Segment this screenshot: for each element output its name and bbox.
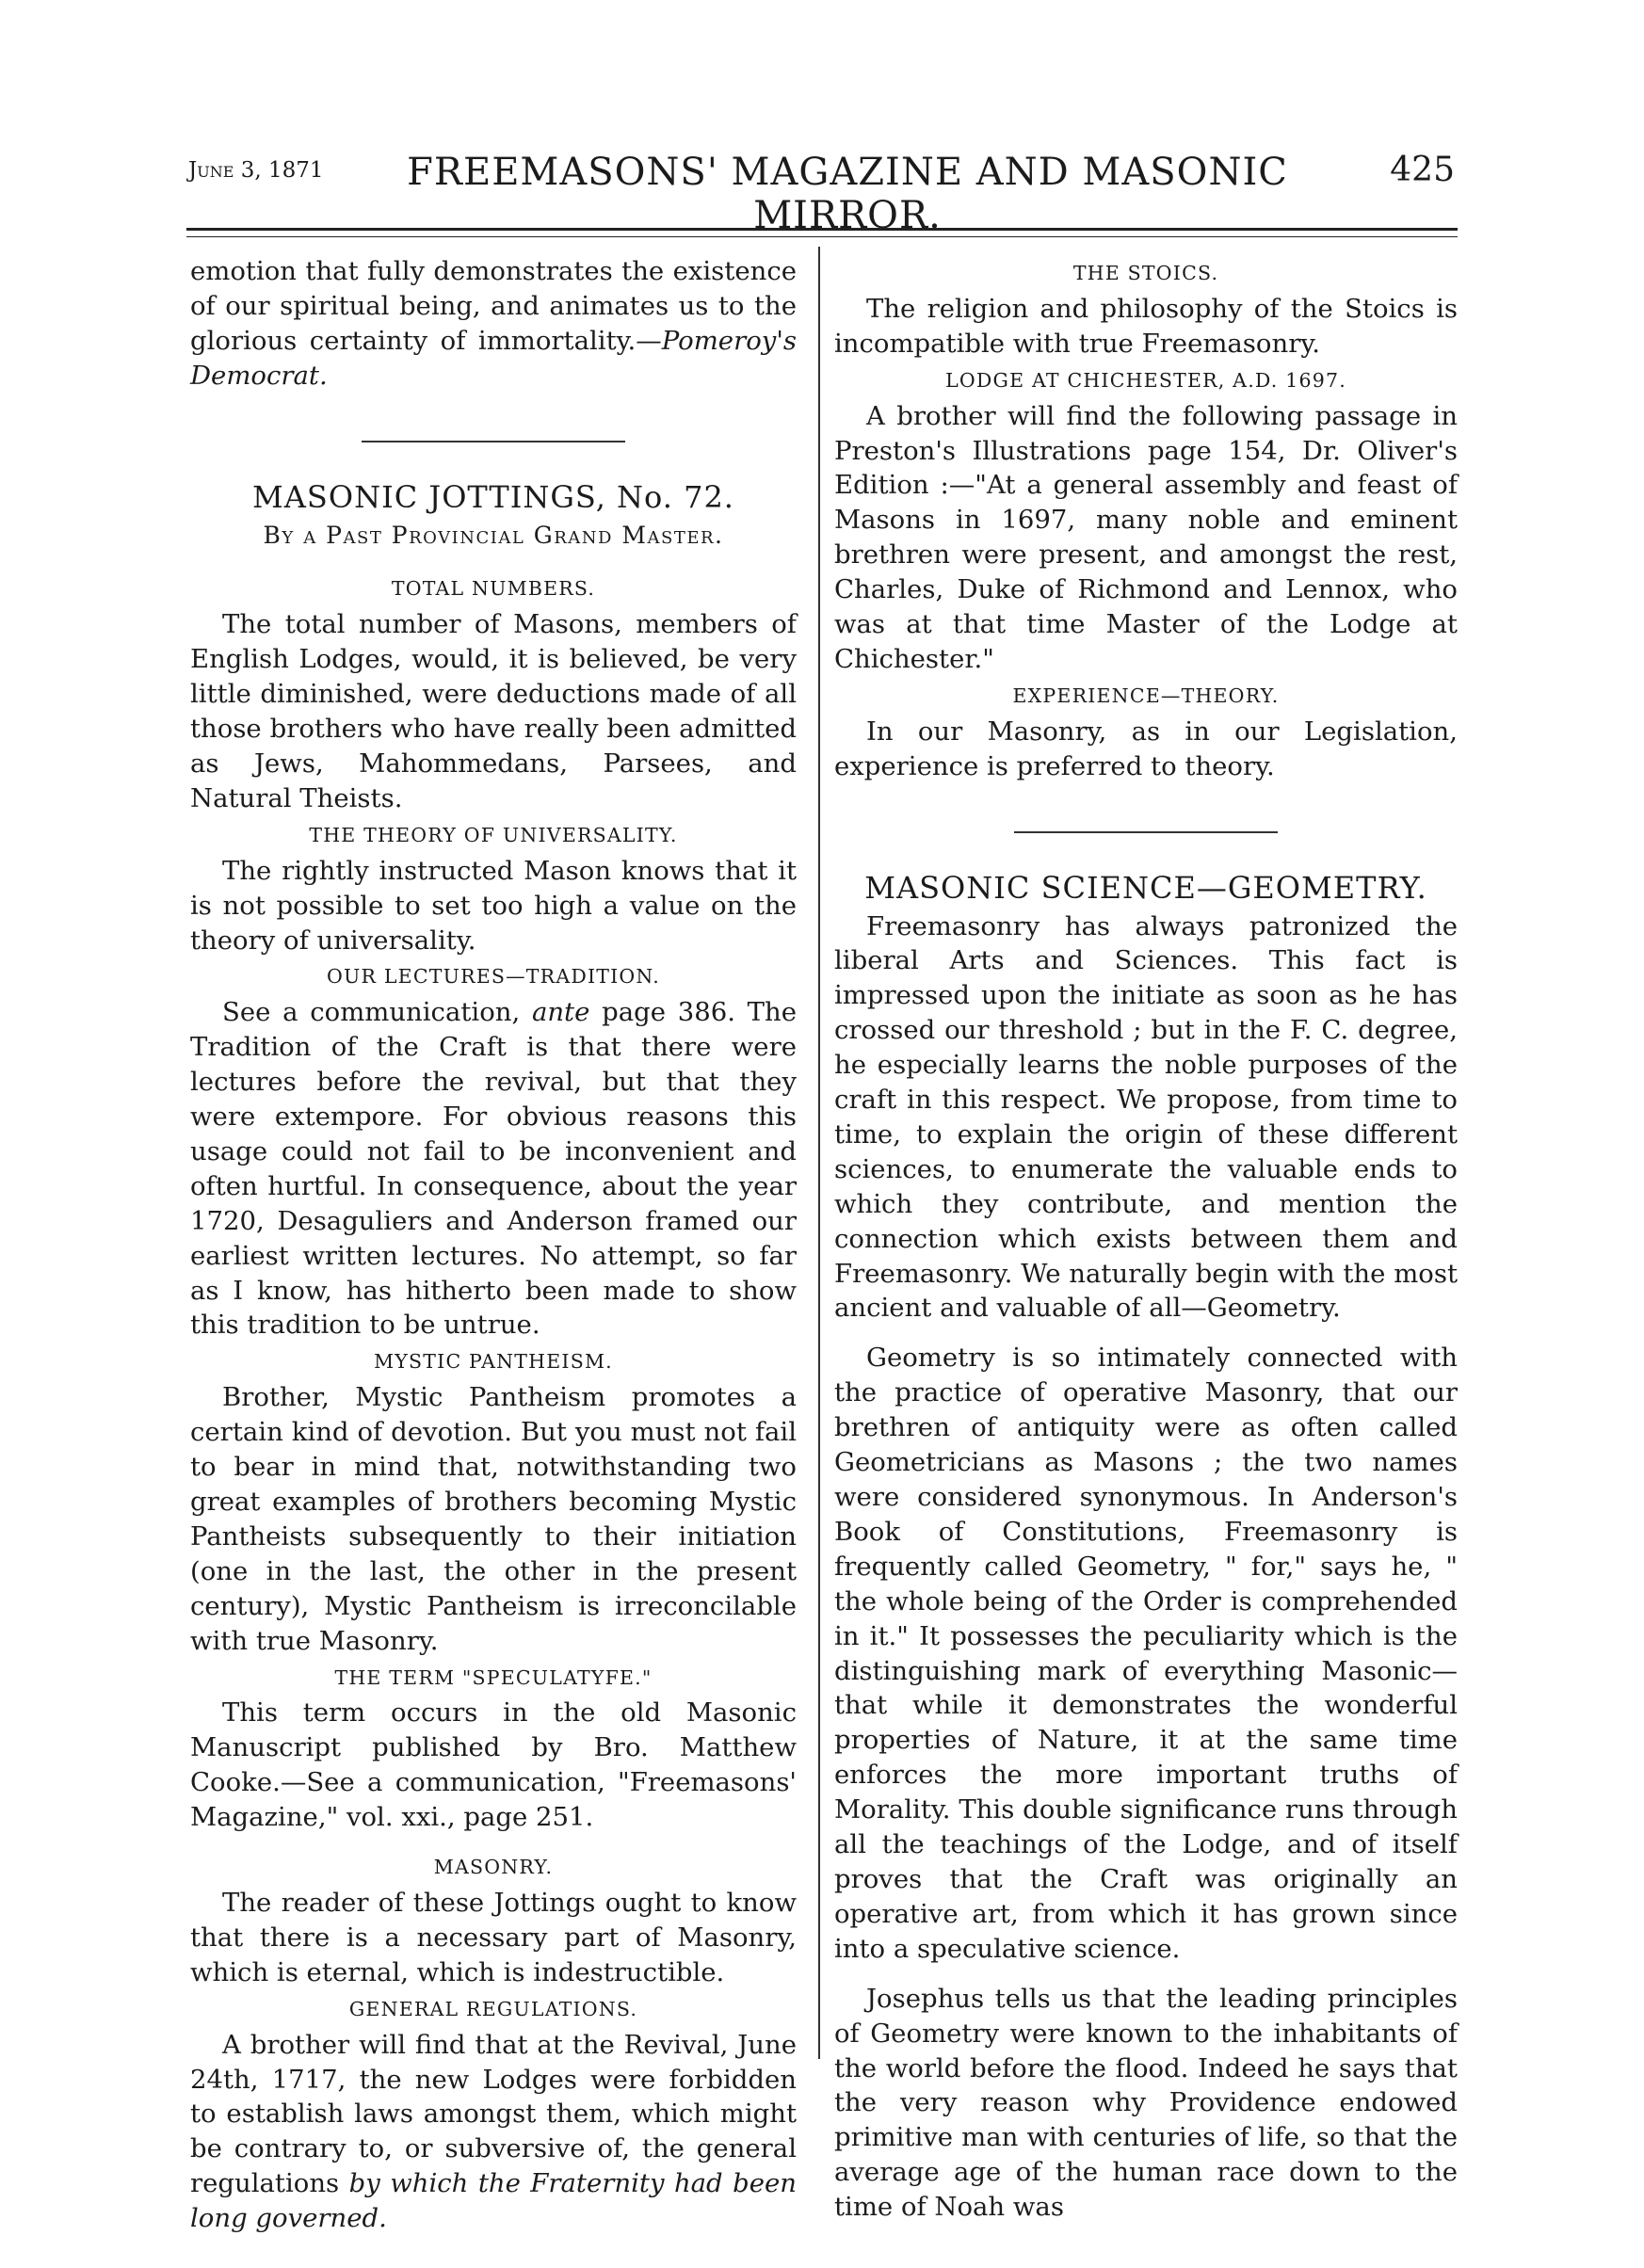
text-segment: A brother will find that at the Revival, June 24th, 1717, the new Lodges were forbidden to establish laws amongst them, which might be contrary to, or subversive of, the general regulations [190,2029,797,2199]
text-segment: See a communication, [222,997,532,1028]
left-column [190,254,797,2236]
subheading-universality: THE THEORY OF UNIVERSALITY. [309,823,678,846]
section-rule [362,441,625,442]
subheading-speculatyfe: THE TERM "SPECULATYFE." [334,1665,653,1689]
subheading-mystic-pantheism: MYSTIC PANTHEISM. [374,1350,613,1374]
page-number: 425 [1390,151,1455,189]
issue-date: June 3, 1871 [188,158,324,183]
paragraph-chichester: A brother will find the following passage in Preston's Illustrations page 154, Dr. Oliver's Edition :—"At a general assembly and feast of Masons in 1697, many noble and eminent brethren were present, and amongst the rest, Charles, Duke of Richmond and Lennox, who was at that time Master of the Lodge at Chichester." [834,400,1458,674]
paragraph-geometry-1: Freemasonry has always patronized the liberal Arts and Sciences. This fact is impressed upon the initiate as soon as he has crossed our threshold ; but in the F. C. degree, he especially learns the noble purposes of the craft in this respect. We propose, from time to time, to explain the origin of these different sciences, to enumerate the valuable ends to which they contribute, and mention the connection which exists between them and Freemasonry. We naturally begin with the most ancient and valuable of all—Geometry. [834,910,1458,1324]
subheading-chichester: LODGE AT CHICHESTER, A.D. 1697. [945,368,1346,392]
header-rule-thin [186,236,1458,237]
text-segment: page 386. The Tradition of the Craft is that there were lectures before the revival, but that they were extempore. For obvious reasons this usage could not fail to be inconvenient and often hurtful. In consequence, about the year 1720, Desaguliers and Anderson framed our earliest written lectures. No attempt, so far as I know, has hitherto been made to show this tradition to be untrue. [190,997,797,1341]
subheading-masonry: MASONRY. [433,1856,554,1879]
italic-segment: by which the Fraternity had been long governed. [190,2168,797,2234]
carryover-paragraph [190,254,797,394]
page-header [188,141,1455,237]
paragraph-masonry: The reader of these Jottings ought to know that there is a necessary part of Masonry, which is eternal, which is indestructible. [190,1887,797,1987]
article-title-geometry: MASONIC SCIENCE—GEOMETRY. [864,869,1427,906]
paragraph-mystic-pantheism: Brother, Mystic Pantheism promotes a certain kind of devotion. But you must not fail to bear in mind that, notwithstanding two great examples of brothers becoming Mystic Pantheists subsequently to their initiation (one in the last, the other in the present century), Mystic Pantheism is irreconcilable with true Masonry. [190,1382,797,1656]
right-column [834,254,1458,2225]
column-divider [818,247,820,2059]
paragraph-stoics: The religion and philosophy of the Stoics is incompatible with true Freemasonry. [834,293,1458,359]
carryover-source: —Pomeroy's Democrat. [190,325,797,391]
paragraph-universality: The rightly instructed Mason knows that it is not possible to set too high a value on the theory of universality. [190,855,797,956]
subheading-lectures-tradition: OUR LECTURES—TRADITION. [327,965,660,989]
paragraph-geometry-2: Geometry is so intimately connected with the practice of operative Masonry, that our brethren of antiquity were as often called Geometricians as Masons ; the two names were considered synonymous. In Anderson's Book of Constitutions, Freemasonry is frequently called Geometry, " for," says he, " the whole being of the Order is comprehended in it." It possesses the peculiarity which is the distinguishing mark of everything Masonic—that while it demonstrates the wonderful properties of Nature, it at the same time enforces the more important truths of Morality. This double significance runs through all the teachings of the Lodge, and of itself proves that the Craft was originally an operative art, from which it has grown since into a speculative science. [834,1343,1458,1964]
header-rule-thick [186,228,1458,231]
subheading-general-regulations: GENERAL REGULATIONS. [348,1997,638,2020]
paragraph-lectures-tradition [190,995,797,1343]
paragraph-speculatyfe: This term occurs in the old Masonic Manuscript published by Bro. Matthew Cooke.—See a communication, "Freemasons' Magazine," vol. xxi., page 251. [190,1697,797,1833]
subheading-stoics: THE STOICS. [1072,262,1219,284]
article-title: MASONIC JOTTINGS, No. 72. [252,478,734,515]
paragraph-total-numbers: The total number of Masons, members of English Lodges, would, it is believed, be very little diminished, were deductions made of all those brothers who have really been admitted as Jews, Mahommedans, Parsees, and Natural Theists. [190,609,797,813]
carryover-text: emotion that fully demonstrates the existence of our spiritual being, and animates us to the glorious certainty of immortality. [190,256,797,356]
article-byline: By a Past Provincial Grand Master. [263,521,724,549]
paragraph-experience-theory: In our Masonry, as in our Legislation, experience is preferred to theory. [834,716,1458,781]
section-rule [1014,831,1278,833]
paragraph-general-regulations [190,2028,797,2236]
paragraph-geometry-3: Josephus tells us that the leading principles of Geometry were known to the inhabitants of the world before the flood. Indeed he says that the very reason why Providence endowed primitive man with centuries of life, so that the average age of the human race down to the time of Noah was [834,1983,1458,2223]
publication-title: FREEMASONS' MAGAZINE AND MASONIC MIRROR. [407,151,1288,237]
subheading-total-numbers: TOTAL NUMBERS. [391,577,596,601]
ante-italic: ante [531,997,590,1028]
subheading-experience-theory: EXPERIENCE—THEORY. [1012,684,1280,707]
